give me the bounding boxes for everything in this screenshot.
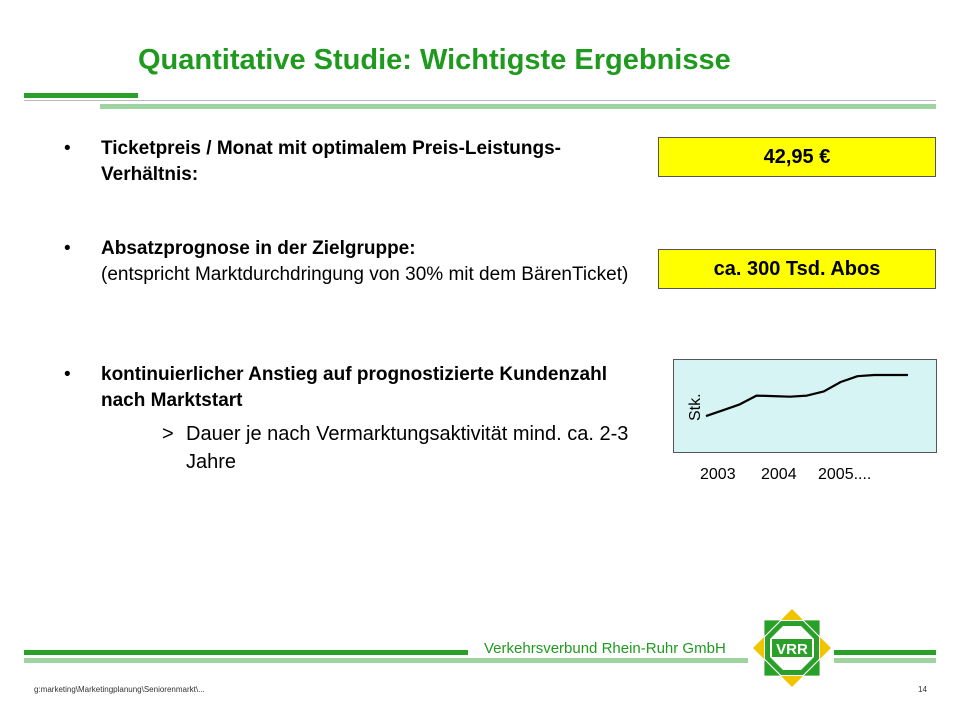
footer-line-right [834,650,936,655]
forecast-chart [673,359,937,453]
logo-text: VRR [776,641,808,658]
footer-file-path: g:marketing\Marketingplanung\Seniorenmarkt\... [34,685,205,694]
chart-x-tick-label: 2003 [700,466,736,483]
title-divider [24,100,936,101]
sub-bullet-marker: > [162,423,174,445]
bullet-marker: • [64,364,71,385]
sub-bullet-text: Dauer je nach Vermarktungsaktivität mind. ca. 2-3 Jahre [186,423,629,473]
bullet-marker: • [64,238,71,259]
vrr-logo-icon [752,608,832,688]
bullet-text: Ticketpreis / Monat mit optimalem Preis-Leistungs-Verhältnis: [101,138,561,185]
bullet-heading: Absatzprognose in der Zielgruppe: [101,238,416,259]
price-box: 42,95 € [658,137,936,177]
vrr-logo [752,608,832,688]
footer-line-left [24,650,468,655]
footer-company-name: Verkehrsverbund Rhein-Ruhr GmbH [484,640,726,657]
footer-line-right-light [834,658,936,663]
page-number: 14 [918,685,927,694]
bullet-detail: (entspricht Marktdurchdringung von 30% mit dem BärenTicket) [101,264,629,285]
sales-box: ca. 300 Tsd. Abos [658,249,936,289]
chart-x-tick-label: 2004 [761,466,797,483]
chart-x-tick-label: 2005.... [818,466,872,483]
bullet-text: kontinuierlicher Anstieg auf prognostizierte Kundenzahl nach Marktstart [101,364,608,411]
chart-y-axis-label: Stk. [687,393,704,421]
bullet-marker: • [64,138,71,159]
chart-series-line [706,375,908,416]
title-underline-accent [24,93,138,98]
slide-title: Quantitative Studie: Wichtigste Ergebnisse [138,44,731,76]
content-divider [100,104,936,109]
footer-line-light [24,658,748,663]
forecast-chart-plot [674,360,936,452]
